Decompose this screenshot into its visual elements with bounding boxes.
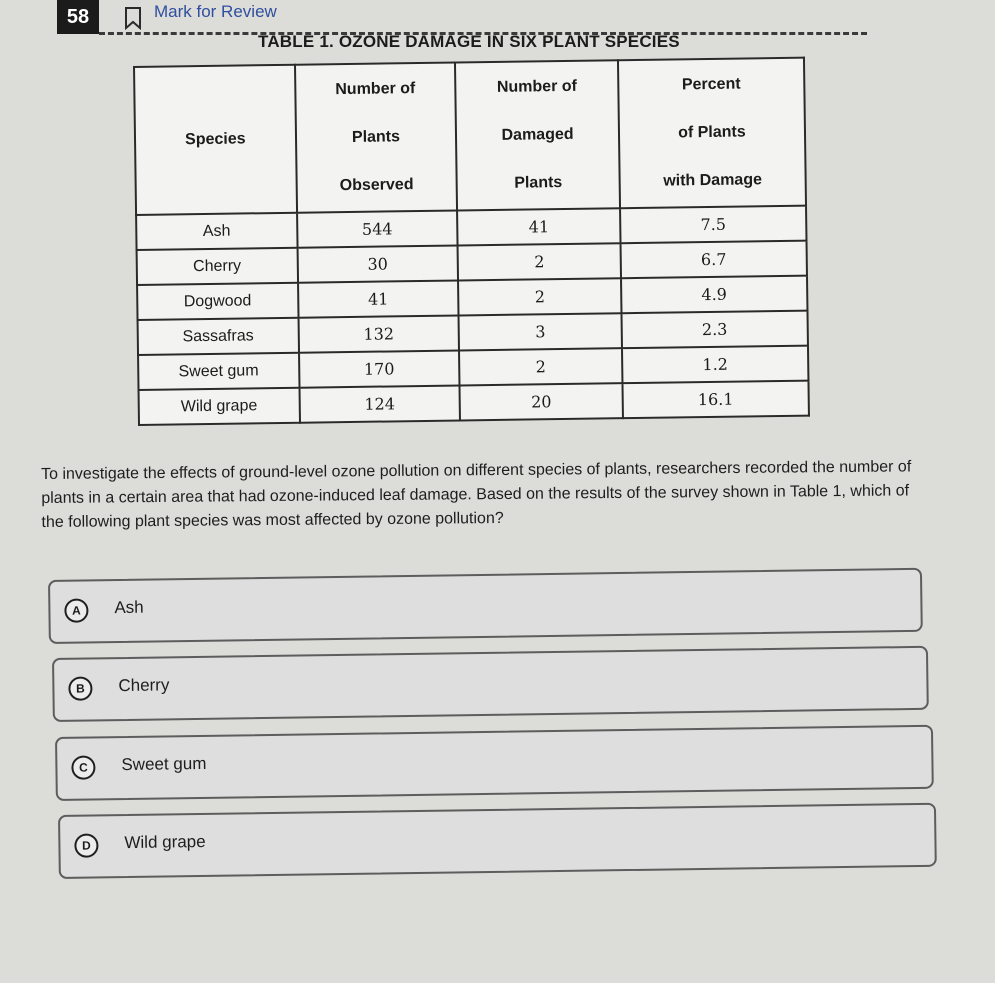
choice-letter-c: C bbox=[71, 755, 95, 779]
percent-cell: 16.1 bbox=[622, 381, 809, 419]
table-title: TABLE 1. OZONE DAMAGE IN SIX PLANT SPECIES bbox=[258, 32, 680, 51]
header-observed-line-3: Observed bbox=[339, 176, 414, 195]
percent-cell: 2.3 bbox=[621, 311, 808, 349]
ozone-damage-table bbox=[133, 57, 810, 426]
answer-choice-d[interactable] bbox=[58, 803, 937, 879]
header-percent-line-3: with Damage bbox=[663, 171, 763, 190]
percent-cell: 1.2 bbox=[622, 346, 809, 384]
observed-cell: 41 bbox=[298, 280, 459, 317]
header-percent-line-1: Percent bbox=[681, 75, 741, 94]
damaged-cell: 20 bbox=[460, 383, 623, 420]
observed-cell: 132 bbox=[298, 315, 459, 352]
header-observed-line-2: Plants bbox=[351, 128, 401, 146]
mark-for-review-button[interactable]: Mark for Review bbox=[154, 2, 277, 21]
question-text: To investigate the effects of ground-level ozone pollution on different species of plants, researchers recorded the number of plants in a certain area that had ozone-induced leaf damage. Based on the results of the survey shown in Table 1, which of the following plant species was most affected by ozone pollution? bbox=[41, 458, 912, 531]
species-cell: Sweet gum bbox=[138, 353, 299, 390]
choice-text-d: Wild grape bbox=[124, 831, 206, 853]
species-cell: Ash bbox=[136, 213, 297, 250]
header-percent-line-2: of Plants bbox=[678, 123, 746, 142]
answer-choice-a[interactable] bbox=[48, 568, 923, 644]
bookmark-icon[interactable] bbox=[124, 6, 142, 30]
header-damaged-plants bbox=[455, 60, 620, 210]
choice-text-b: Cherry bbox=[118, 675, 170, 696]
header-damaged-line-1: Number of bbox=[496, 77, 578, 96]
observed-cell: 170 bbox=[299, 350, 460, 387]
species-cell: Dogwood bbox=[137, 283, 298, 320]
header-damaged-line-3: Plants bbox=[514, 174, 563, 192]
observed-cell: 30 bbox=[297, 245, 458, 282]
header-plants-observed bbox=[295, 63, 458, 213]
header-species bbox=[134, 65, 297, 215]
damaged-cell: 2 bbox=[459, 348, 622, 385]
header-species-label: Species bbox=[184, 130, 246, 149]
choice-letter-d: D bbox=[74, 833, 98, 857]
answer-choice-b[interactable] bbox=[52, 646, 929, 722]
observed-cell: 124 bbox=[299, 385, 460, 422]
species-cell: Sassafras bbox=[138, 318, 299, 355]
header-percent-damage bbox=[618, 58, 806, 209]
question-number: 58 bbox=[57, 0, 99, 34]
damaged-cell: 2 bbox=[458, 243, 621, 280]
percent-cell: 7.5 bbox=[620, 206, 807, 244]
percent-cell: 6.7 bbox=[620, 241, 807, 279]
damaged-cell: 2 bbox=[458, 278, 621, 315]
damaged-cell: 41 bbox=[457, 208, 620, 245]
percent-cell: 4.9 bbox=[621, 276, 808, 314]
choice-letter-a: A bbox=[64, 598, 88, 622]
damaged-cell: 3 bbox=[459, 313, 622, 350]
species-cell: Cherry bbox=[137, 248, 298, 285]
answer-choice-c[interactable] bbox=[55, 725, 934, 801]
species-cell: Wild grape bbox=[139, 388, 300, 425]
header-observed-line-1: Number of bbox=[335, 80, 416, 99]
choice-text-a: Ash bbox=[114, 597, 144, 618]
choice-letter-b: B bbox=[68, 676, 92, 700]
table-header-row bbox=[134, 58, 806, 215]
header-damaged-line-2: Damaged bbox=[501, 125, 574, 144]
observed-cell: 544 bbox=[297, 210, 458, 247]
choice-text-c: Sweet gum bbox=[121, 753, 207, 775]
